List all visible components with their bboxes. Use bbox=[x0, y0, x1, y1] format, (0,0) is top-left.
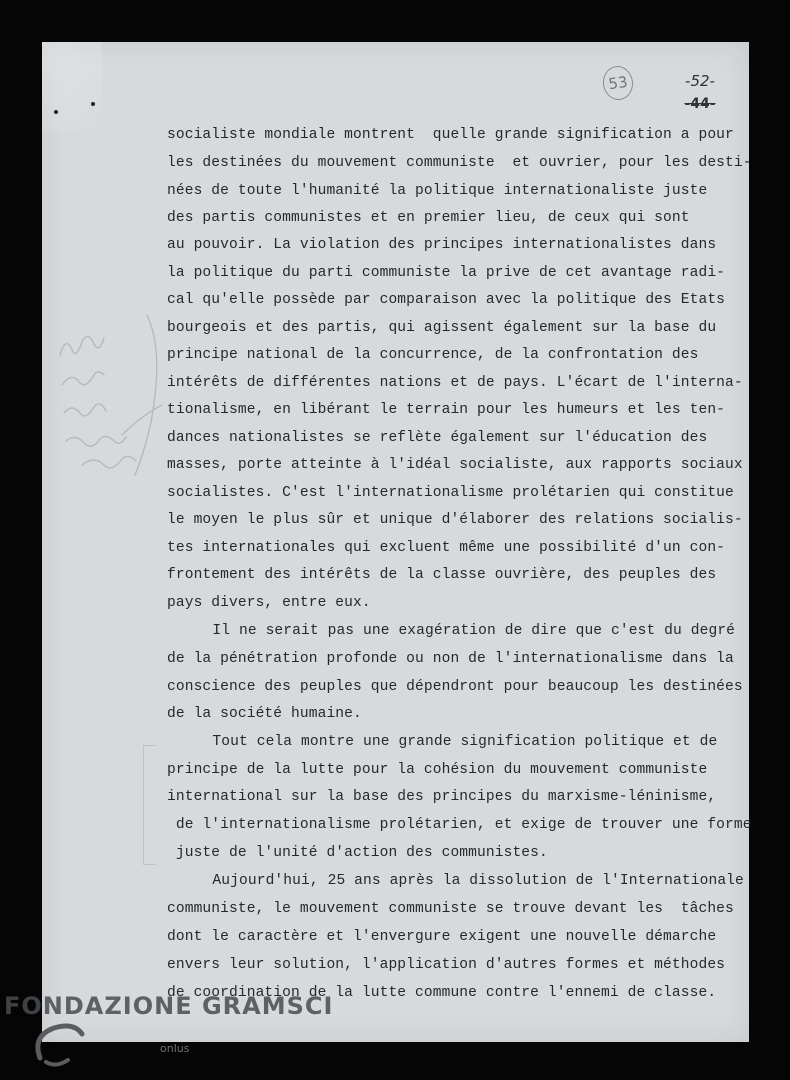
text-line: la politique du parti communiste la prive de cet avantage radi- bbox=[167, 265, 726, 281]
text-line: tionalisme, en libérant le terrain pour les humeurs et les ten- bbox=[167, 402, 726, 418]
text-line: masses, porte atteinte à l'idéal socialiste, aux rapports sociaux bbox=[167, 457, 743, 473]
text-line: communiste, le mouvement communiste se trouve devant les tâches bbox=[167, 901, 734, 917]
text-line: des partis communistes et en premier lieu, de ceux qui sont bbox=[167, 210, 690, 226]
text-line: bourgeois et des partis, qui agissent également sur la base du bbox=[167, 320, 717, 336]
folio-new: -52- bbox=[685, 72, 715, 90]
margin-bracket bbox=[143, 745, 156, 865]
text-line: les destinées du mouvement communiste et ouvrier, pour les desti- bbox=[167, 155, 752, 171]
archive-page-number: 53 bbox=[601, 64, 635, 102]
watermark-sub: onlus bbox=[160, 1042, 190, 1055]
text-line: juste de l'unité d'action des communistes. bbox=[167, 845, 548, 861]
text-line: de l'internationalisme prolétarien, et exige de trouver une forme bbox=[167, 817, 752, 833]
text-line: Il ne serait pas une exagération de dire que c'est du degré bbox=[177, 623, 736, 639]
text-line: socialistes. C'est l'internationalisme prolétarien qui constitue bbox=[167, 485, 734, 501]
text-line: le moyen le plus sûr et unique d'élaborer des relations socialis- bbox=[167, 512, 743, 528]
faint-handwritten-margin-note bbox=[52, 295, 172, 495]
text-line: au pouvoir. La violation des principes internationalistes dans bbox=[167, 237, 717, 253]
text-line: socialiste mondiale montrent quelle grande signification a pour bbox=[167, 127, 734, 143]
text-line: frontement des intérêts de la classe ouvrière, des peuples des bbox=[167, 567, 717, 583]
text-line: de la société humaine. bbox=[167, 706, 362, 722]
text-line: nées de toute l'humanité la politique internationaliste juste bbox=[167, 183, 708, 199]
text-line: de coordination de la lutte commune contre l'ennemi de classe. bbox=[167, 985, 717, 1001]
text-line: cal qu'elle possède par comparaison avec la politique des Etats bbox=[167, 292, 726, 308]
text-line: Aujourd'hui, 25 ans après la dissolution de l'Internationale bbox=[177, 873, 744, 889]
text-line: Tout cela montre une grande signification politique et de bbox=[177, 734, 718, 750]
text-line: international sur la base des principes du marxisme-léninisme, bbox=[167, 789, 717, 805]
text-line: de la pénétration profonde ou non de l'internationalisme dans la bbox=[167, 651, 734, 667]
text-line: pays divers, entre eux. bbox=[167, 595, 371, 611]
punch-mark bbox=[91, 102, 95, 106]
punch-mark bbox=[54, 110, 58, 114]
text-line: principe de la lutte pour la cohésion du mouvement communiste bbox=[167, 762, 708, 778]
text-line: intérêts de différentes nations et de pays. L'écart de l'interna- bbox=[167, 375, 743, 391]
text-line: tes internationales qui excluent même une possibilité d'un con- bbox=[167, 540, 726, 556]
text-line: dont le caractère et l'envergure exigent une nouvelle démarche bbox=[167, 929, 717, 945]
text-line: envers leur solution, l'application d'autres formes et méthodes bbox=[167, 957, 726, 973]
watermark-name: FONDAZIONE GRAMSCI bbox=[4, 992, 334, 1020]
gramsci-logo-icon bbox=[30, 1018, 90, 1068]
folio-old: -44- bbox=[684, 96, 716, 112]
text-line: principe national de la concurrence, de la confrontation des bbox=[167, 347, 699, 363]
text-line: dances nationalistes se reflète également sur l'éducation des bbox=[167, 430, 708, 446]
folio-numbers bbox=[660, 72, 740, 112]
text-line: conscience des peuples que dépendront pour beaucoup les destinées bbox=[167, 679, 743, 695]
